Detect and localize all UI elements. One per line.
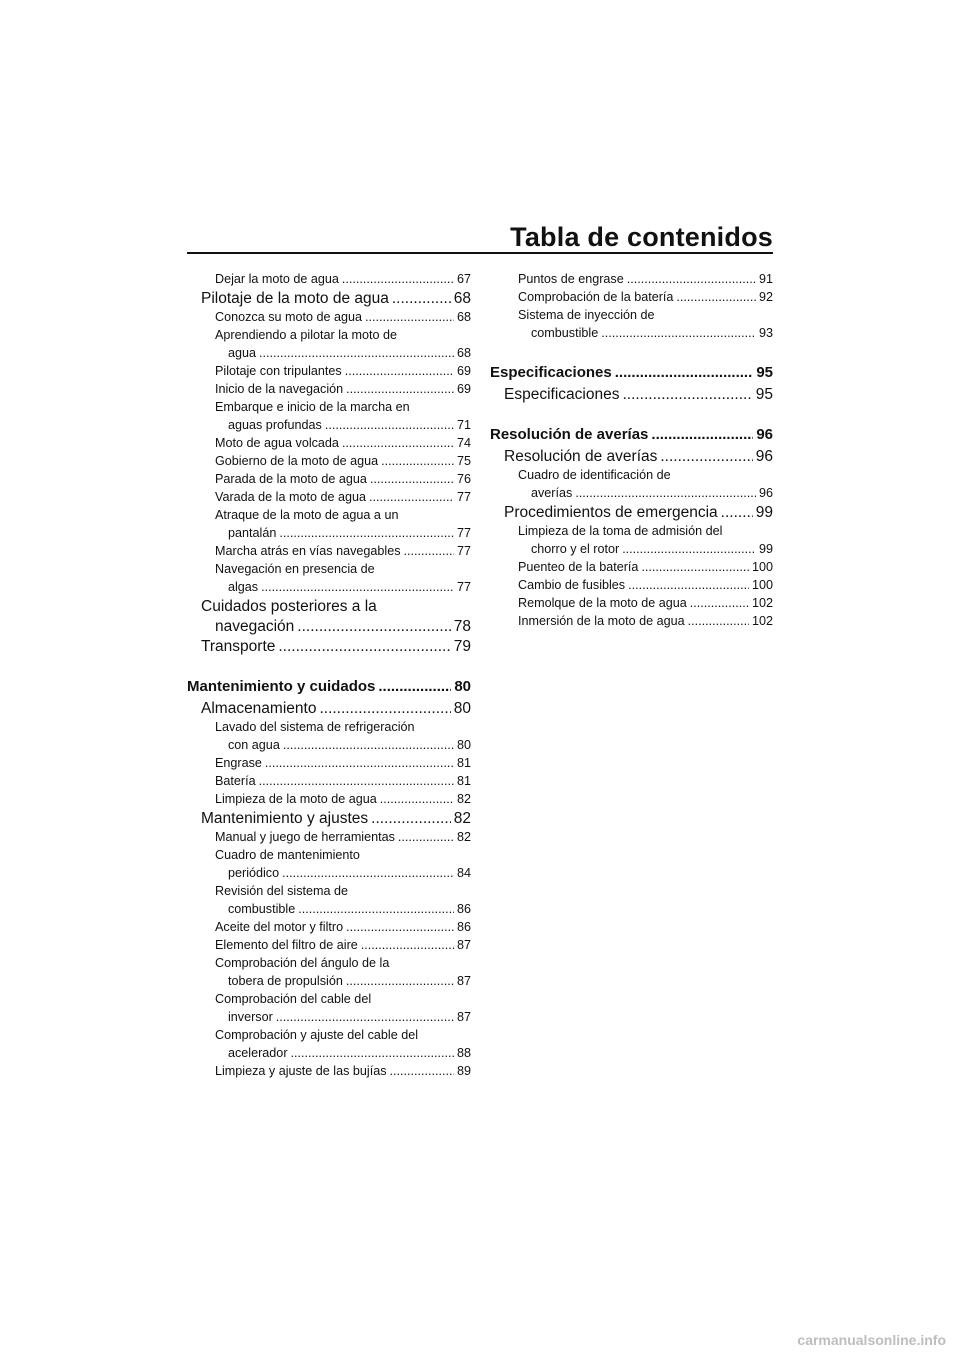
toc-entry-title: Transporte — [201, 638, 276, 655]
toc-entry-title: Almacenamiento — [201, 700, 317, 717]
toc-entry-page-number: 68 — [456, 346, 471, 360]
toc-entry-page-number: 102 — [751, 596, 773, 610]
toc-entry[interactable] — [490, 290, 773, 308]
toc-entry-title: combustible — [531, 326, 599, 340]
toc-entry[interactable] — [187, 720, 471, 756]
toc-entry-page-number: 69 — [456, 364, 471, 378]
dot-leader — [622, 542, 756, 556]
toc-entry-title: tobera de propulsión — [228, 974, 343, 988]
toc-entry[interactable] — [187, 830, 471, 848]
toc-entry-title: Remolque de la moto de agua — [518, 596, 687, 610]
toc-entry-title: Navegación en presencia de — [215, 562, 375, 576]
toc-entry[interactable] — [187, 562, 471, 598]
toc-entry-page-number: 76 — [456, 472, 471, 486]
toc-entry[interactable] — [187, 810, 471, 830]
toc-entry-title: Inicio de la navegación — [215, 382, 344, 396]
toc-entry[interactable] — [490, 386, 773, 406]
toc-entry[interactable] — [187, 436, 471, 454]
dot-leader — [276, 1010, 454, 1024]
dot-leader — [398, 830, 454, 844]
toc-entry-title: Resolución de averías — [504, 448, 658, 465]
toc-entry-title: Limpieza y ajuste de las bujías — [215, 1064, 387, 1078]
toc-entry-page-number: 86 — [456, 902, 471, 916]
toc-entry-page-number: 96 — [755, 448, 773, 465]
toc-entry-page-number: 82 — [453, 810, 471, 827]
toc-entry-title: Puntos de engrase — [518, 272, 624, 286]
toc-entry-page-number: 84 — [456, 866, 471, 880]
toc-entry-title: Especificaciones — [504, 386, 620, 403]
toc-entry-title: Especificaciones — [490, 364, 612, 381]
toc-entry-title: Engrase — [215, 756, 262, 770]
toc-entry[interactable] — [490, 560, 773, 578]
toc-entry[interactable] — [490, 578, 773, 596]
toc-entry-title: Limpieza de la moto de agua — [215, 792, 377, 806]
toc-entry-page-number: 96 — [756, 426, 773, 443]
toc-entry-title: Conozca su moto de agua — [215, 310, 363, 324]
dot-leader — [690, 596, 749, 610]
toc-entry-title: Procedimientos de emergencia — [504, 504, 718, 521]
toc-entry-title: con agua — [228, 738, 280, 752]
toc-entry-page-number: 68 — [456, 310, 471, 324]
toc-entry-title: Cuidados posteriores a la — [201, 598, 377, 615]
toc-entry-title: Batería — [215, 774, 256, 788]
toc-entry-page-number: 102 — [751, 614, 773, 628]
dot-leader — [721, 504, 753, 522]
toc-entry-page-number: 96 — [758, 486, 773, 500]
dot-leader — [622, 386, 752, 404]
toc-entry-page-number: 75 — [456, 454, 471, 468]
toc-entry[interactable] — [187, 472, 471, 490]
toc-entry-page-number: 99 — [755, 504, 773, 521]
toc-entry[interactable] — [187, 992, 471, 1028]
toc-entry-page-number: 77 — [456, 580, 471, 594]
toc-entry-page-number: 86 — [456, 920, 471, 934]
toc-entry-page-number: 87 — [456, 938, 471, 952]
toc-entry[interactable] — [187, 1028, 471, 1064]
toc-entry-title: Limpieza de la toma de admisión del — [518, 524, 723, 538]
dot-leader — [319, 700, 450, 718]
toc-entry[interactable] — [187, 638, 471, 658]
dot-leader — [371, 810, 451, 828]
toc-entry[interactable] — [490, 504, 773, 524]
title-rule — [187, 252, 773, 254]
toc-entry[interactable] — [187, 310, 471, 328]
toc-entry-title: Sistema de inyección de — [518, 308, 655, 322]
dot-leader — [298, 902, 454, 916]
dot-leader — [346, 920, 454, 934]
dot-leader — [297, 618, 450, 636]
dot-leader — [370, 472, 454, 486]
toc-entry-title: Dejar la moto de agua — [215, 272, 339, 286]
dot-leader — [361, 938, 454, 952]
toc-entry[interactable] — [187, 884, 471, 920]
toc-entry-title: Comprobación del cable del — [215, 992, 372, 1006]
dot-leader — [261, 580, 454, 594]
toc-entry-page-number: 79 — [453, 638, 471, 655]
dot-leader — [615, 364, 754, 381]
toc-entry-title: Pilotaje con tripulantes — [215, 364, 342, 378]
toc-entry-page-number: 81 — [456, 756, 471, 770]
toc-entry[interactable] — [490, 596, 773, 614]
toc-entry[interactable] — [187, 598, 471, 638]
toc-entry-title: averías — [531, 486, 573, 500]
toc-entry-title: Atraque de la moto de agua a un — [215, 508, 399, 522]
dot-leader — [345, 364, 454, 378]
toc-column-left — [187, 272, 471, 1082]
toc-entry-title: algas — [228, 580, 259, 594]
toc-entry-title: aguas profundas — [228, 418, 322, 432]
toc-entry-page-number: 87 — [456, 974, 471, 988]
dot-leader — [641, 560, 749, 574]
toc-entry-title: navegación — [215, 618, 295, 635]
toc-entry-page-number: 67 — [456, 272, 471, 286]
toc-entry[interactable] — [187, 400, 471, 436]
dot-leader — [325, 418, 454, 432]
dot-leader — [291, 1046, 454, 1060]
toc-entry[interactable] — [490, 448, 773, 468]
toc-entry-title: Aprendiendo a pilotar la moto de — [215, 328, 398, 342]
toc-entry-page-number: 82 — [456, 792, 471, 806]
toc-entry-page-number: 100 — [751, 560, 773, 574]
dot-leader — [342, 272, 454, 286]
toc-entry-title: Resolución de averías — [490, 426, 649, 443]
toc-entry-title: Embarque e inicio de la marcha en — [215, 400, 410, 414]
dot-leader — [381, 454, 454, 468]
toc-entry[interactable] — [187, 382, 471, 400]
toc-entry-title: Parada de la moto de agua — [215, 472, 367, 486]
toc-entry[interactable] — [187, 1064, 471, 1082]
toc-entry-title: Mantenimiento y cuidados — [187, 678, 376, 695]
toc-entry-title: Revisión del sistema de — [215, 884, 348, 898]
toc-entry-page-number: 87 — [456, 1010, 471, 1024]
dot-leader — [628, 578, 749, 592]
dot-leader — [601, 326, 756, 340]
toc-entry-title: Comprobación del ángulo de la — [215, 956, 390, 970]
toc-entry[interactable] — [490, 364, 773, 386]
toc-entry-title: Manual y juego de herramientas — [215, 830, 395, 844]
toc-entry-page-number: 99 — [758, 542, 773, 556]
toc-entry-title: Aceite del motor y filtro — [215, 920, 344, 934]
toc-entry-title: agua — [228, 346, 257, 360]
dot-leader — [346, 382, 454, 396]
dot-leader — [380, 792, 454, 806]
toc-entry[interactable] — [187, 678, 471, 700]
dot-leader — [259, 774, 454, 788]
toc-entry[interactable] — [187, 756, 471, 774]
toc-entry-title: Puenteo de la batería — [518, 560, 639, 574]
dot-leader — [688, 614, 749, 628]
dot-leader — [279, 526, 454, 540]
toc-entry[interactable] — [187, 272, 471, 290]
dot-leader — [378, 678, 451, 695]
toc-entry[interactable] — [187, 774, 471, 792]
toc-entry[interactable] — [187, 328, 471, 364]
dot-leader — [575, 486, 756, 500]
toc-entry-title: Cuadro de mantenimiento — [215, 848, 360, 862]
page-title: Tabla de contenidos — [510, 222, 773, 252]
toc-entry[interactable] — [187, 490, 471, 508]
toc-entry-page-number: 74 — [456, 436, 471, 450]
dot-leader — [404, 544, 454, 558]
toc-entry[interactable] — [490, 524, 773, 560]
dot-leader — [390, 1064, 454, 1078]
dot-leader — [278, 638, 450, 656]
watermark-text: carmanualsonline.info — [797, 1332, 946, 1348]
dot-leader — [392, 290, 451, 308]
toc-entry-page-number: 91 — [758, 272, 773, 286]
toc-entry-page-number: 81 — [456, 774, 471, 788]
toc-column-right — [490, 272, 773, 632]
toc-entry[interactable] — [187, 508, 471, 544]
toc-entry-title: Comprobación y ajuste del cable del — [215, 1028, 419, 1042]
toc-entry-page-number: 77 — [456, 544, 471, 558]
toc-entry-page-number: 77 — [456, 490, 471, 504]
toc-entry-title: chorro y el rotor — [531, 542, 620, 556]
toc-entry-page-number: 100 — [751, 578, 773, 592]
toc-entry-title: Moto de agua volcada — [215, 436, 339, 450]
dot-leader — [259, 346, 454, 360]
toc-entry[interactable] — [490, 468, 773, 504]
dot-leader — [283, 738, 454, 752]
toc-entry[interactable] — [490, 308, 773, 344]
toc-entry-page-number: 80 — [454, 678, 471, 695]
toc-entry-page-number: 69 — [456, 382, 471, 396]
toc-entry-page-number: 95 — [756, 364, 773, 381]
toc-entry[interactable] — [490, 614, 773, 632]
toc-entry-page-number: 78 — [453, 618, 471, 635]
toc-entry[interactable] — [187, 700, 471, 720]
dot-leader — [660, 448, 752, 466]
toc-entry-title: Marcha atrás en vías navegables — [215, 544, 401, 558]
toc-entry[interactable] — [490, 272, 773, 290]
toc-entry-title: Cuadro de identificación de — [518, 468, 671, 482]
toc-entry-title: Comprobación de la batería — [518, 290, 674, 304]
toc-entry-title: Gobierno de la moto de agua — [215, 454, 379, 468]
toc-entry-title: inversor — [228, 1010, 273, 1024]
toc-entry-title: acelerador — [228, 1046, 288, 1060]
toc-entry-page-number: 95 — [755, 386, 773, 403]
dot-leader — [282, 866, 454, 880]
toc-entry[interactable] — [187, 454, 471, 472]
toc-entry-title: Mantenimiento y ajustes — [201, 810, 369, 827]
dot-leader — [627, 272, 756, 286]
toc-entry[interactable] — [187, 938, 471, 956]
toc-entry-title: Varada de la moto de agua — [215, 490, 367, 504]
toc-entry-page-number: 80 — [453, 700, 471, 717]
toc-entry[interactable] — [187, 848, 471, 884]
toc-entry-page-number: 71 — [456, 418, 471, 432]
toc-entry-page-number: 93 — [758, 326, 773, 340]
dot-leader — [369, 490, 454, 504]
toc-entry-page-number: 92 — [758, 290, 773, 304]
toc-entry-title: combustible — [228, 902, 296, 916]
toc-entry-page-number: 89 — [456, 1064, 471, 1078]
toc-entry-title: pantalán — [228, 526, 277, 540]
toc-entry[interactable] — [187, 364, 471, 382]
toc-entry-title: Elemento del filtro de aire — [215, 938, 358, 952]
dot-leader — [346, 974, 454, 988]
toc-entry[interactable] — [187, 792, 471, 810]
dot-leader — [265, 756, 454, 770]
toc-entry-page-number: 77 — [456, 526, 471, 540]
dot-leader — [365, 310, 454, 324]
toc-entry-page-number: 82 — [456, 830, 471, 844]
toc-entry[interactable] — [187, 544, 471, 562]
toc-entry[interactable] — [187, 956, 471, 992]
toc-entry[interactable] — [187, 290, 471, 310]
toc-entry-title: Lavado del sistema de refrigeración — [215, 720, 415, 734]
toc-entry-title: Pilotaje de la moto de agua — [201, 290, 389, 307]
dot-leader — [651, 426, 753, 443]
toc-entry-title: Cambio de fusibles — [518, 578, 626, 592]
toc-entry[interactable] — [187, 920, 471, 938]
toc-entry[interactable] — [490, 426, 773, 448]
dot-leader — [342, 436, 454, 450]
toc-entry-page-number: 80 — [456, 738, 471, 752]
dot-leader — [676, 290, 756, 304]
toc-entry-title: Inmersión de la moto de agua — [518, 614, 685, 628]
toc-entry-title: periódico — [228, 866, 280, 880]
toc-entry-page-number: 68 — [453, 290, 471, 307]
toc-entry-page-number: 88 — [456, 1046, 471, 1060]
